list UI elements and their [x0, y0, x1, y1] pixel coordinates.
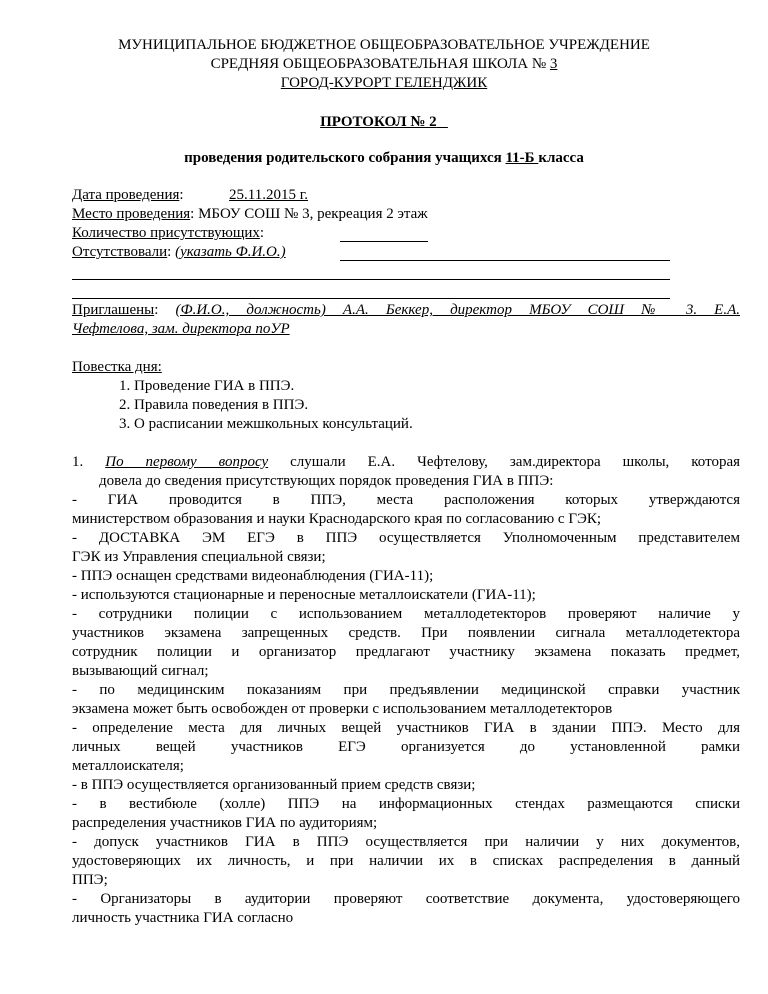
body-line: личных вещей участников ЕГЭ организуется до установленной рамки: [72, 739, 740, 755]
body-line: - в вестибюле (холле) ППЭ на информационных стендах размещаются списки: [72, 796, 740, 812]
body-line: ГЭК из Управления специальной связи;: [72, 549, 326, 565]
body-line: - сотрудники полиции с использованием металлодетекторов проверяют наличие у: [72, 606, 740, 622]
count-blank: [340, 241, 428, 242]
header-line-1: МУНИЦИПАЛЬНОЕ БЮДЖЕТНОЕ ОБЩЕОБРАЗОВАТЕЛЬНОЕ УЧРЕЖДЕНИЕ: [118, 37, 650, 53]
school-number: 3: [549, 56, 558, 72]
body-line: личность участника ГИА согласно: [72, 910, 294, 926]
agenda-item-1: 1. Проведение ГИА в ППЭ.: [119, 378, 295, 394]
header-line-3: ГОРОД-КУРОРТ ГЕЛЕНДЖИК: [280, 75, 488, 91]
body-line: экзамена может быть освобожден от проверки с использованием металлодетекторов: [72, 701, 613, 717]
agenda-item-3: 3. О расписании межшкольных консультаций.: [119, 416, 413, 432]
body-line: распределения участников ГИА по аудиториям;: [72, 815, 378, 831]
agenda-item-2: 2. Правила поведения в ППЭ.: [119, 397, 309, 413]
place-label: Место проведения: [72, 206, 191, 222]
invited-line-1: [72, 301, 740, 319]
absent-colon: :: [167, 244, 172, 260]
body-line: - ППЭ оснащен средствами видеонаблюдения (ГИА-11);: [72, 568, 434, 584]
body-line: - ДОСТАВКА ЭМ ЕГЭ в ППЭ осуществляется Уполномоченным представителем: [72, 530, 740, 546]
body-line: - Организаторы в аудитории проверяют соответствие документа, удостоверяющего: [72, 891, 740, 907]
body-line: - допуск участников ГИА в ППЭ осуществляется при наличии у них документов,: [72, 834, 740, 850]
body-line: - ГИА проводится в ППЭ, места расположения которых утверждаются: [72, 492, 740, 508]
body-line: - используются стационарные и переносные металлоискатели (ГИА-11);: [72, 587, 536, 603]
body-line: - в ППЭ осуществляется организованный прием средств связи;: [72, 777, 476, 793]
absent-blank-2: [72, 279, 670, 280]
invited-line-2: Чефтелова, зам. директора поУР: [72, 321, 290, 337]
body-line: - по медицинским показаниям при предъявлении медицинской справки участник: [72, 682, 740, 698]
place-value: : МБОУ СОШ № 3, рекреация 2 этаж: [190, 206, 428, 222]
absent-blank-3: [72, 298, 670, 299]
invited-colon: :: [154, 302, 176, 318]
p1-rest: слушали Е.А. Чефтелову, зам.директора школы, которая: [268, 454, 741, 470]
agenda-title: Повестка дня:: [72, 359, 162, 375]
date-label: Дата проведения: [72, 187, 180, 203]
count-label: Количество присутствующих: [72, 225, 260, 241]
body-line: сотрудник полиции и организатор предлагают участнику экзамена показать предмет,: [72, 644, 740, 660]
body-line: участников экзамена запрещенных средств. При появлении сигнала металлодетектора: [72, 625, 740, 641]
protocol-title-text: ПРОТОКОЛ № 2: [320, 114, 437, 130]
subtitle-prefix: проведения родительского собрания учащихся: [184, 150, 506, 166]
body-line: металлоискателя;: [72, 758, 184, 774]
body-paragraph-1: [72, 453, 740, 471]
p1-italic: По первому вопросу: [105, 454, 269, 470]
date-colon: :: [179, 187, 184, 203]
header-line-2-text: СРЕДНЯЯ ОБЩЕОБРАЗОВАТЕЛЬНАЯ ШКОЛА №: [210, 56, 550, 72]
protocol-subtitle: [0, 149, 768, 167]
date-line: [72, 186, 308, 204]
p1-number: 1.: [72, 454, 106, 470]
protocol-title-underline: [437, 114, 448, 130]
invited-value-1: (Ф.И.О., должность) А.А. Беккер, директор МБОУ СОШ № 3. Е.А.: [175, 302, 741, 318]
invited-label: Приглашены: [72, 302, 155, 318]
absent-label: Отсутствовали: [72, 244, 168, 260]
body-line: министерством образования и науки Краснодарского края по согласованию с ГЭК;: [72, 511, 602, 527]
date-value: 25.11.2015 г.: [229, 187, 308, 203]
body-paragraph-1-line-2: довела до сведения присутствующих порядок проведения ГИА в ППЭ:: [99, 473, 554, 489]
body-line: удостоверяющих их личность, и при наличии их в списках распределения в данный: [72, 853, 740, 869]
subtitle-suffix: класса: [538, 150, 584, 166]
count-colon: :: [259, 225, 265, 241]
body-line: - определение места для личных вещей участников ГИА в здании ППЭ. Место для: [72, 720, 740, 736]
absent-value: (указать Ф.И.О.): [175, 244, 286, 260]
body-line: вызывающий сигнал;: [72, 663, 209, 679]
body-line: ППЭ;: [72, 872, 108, 888]
subtitle-class: 11-Б: [505, 150, 539, 166]
absent-blank-1: [340, 260, 670, 261]
absent-line: [72, 243, 286, 261]
protocol-title: [0, 113, 768, 131]
header-line-2: [0, 55, 768, 73]
place-line: [72, 205, 428, 223]
count-line: [72, 224, 264, 242]
